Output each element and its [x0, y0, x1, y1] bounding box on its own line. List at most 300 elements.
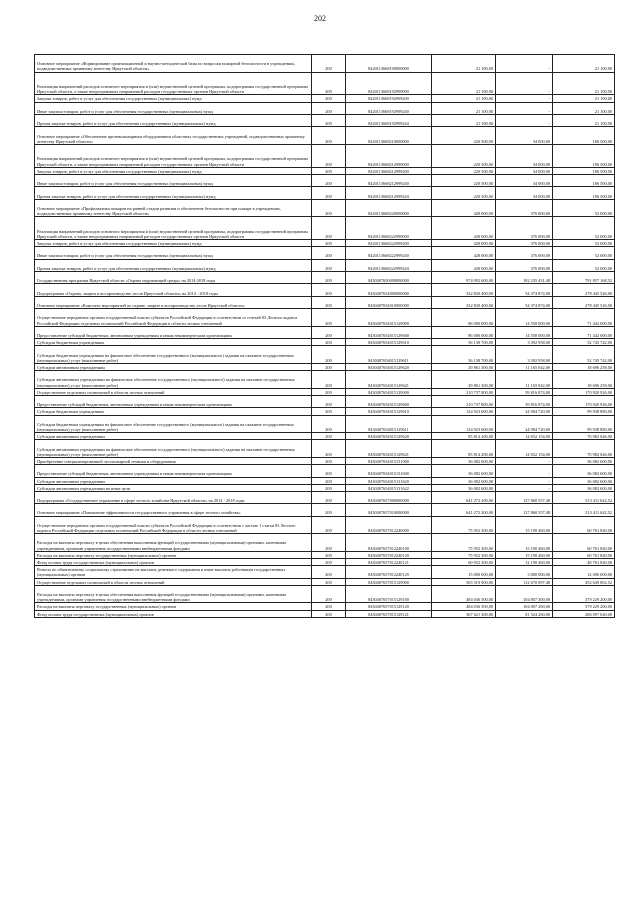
table-row [35, 167, 615, 174]
cell-item-name: Государственная программа Иркутской области «Охрана окружающей среды» на 2014-2018 годы [35, 272, 312, 284]
cell-amount-executed: 24 984 720,00 [496, 408, 553, 415]
cell-admin-code: 200 [312, 371, 346, 389]
cell-item-name: Субсидии автономным учреждениям [35, 364, 312, 371]
cell-amount-executed: 15 190 460,00 [496, 516, 553, 534]
cell-item-name: Реализация направлений расходов основного мероприятия и (или) ведомственной целевой программы, подпрограммы государственной программы Иркутской области, а также непрограммных направлений расходов государственных органов Иркутской области [35, 217, 312, 240]
table-row [35, 477, 615, 484]
table-row [35, 144, 615, 167]
cell-item-name: Основное мероприятие «Повышение эффективности государственного управления в сфере лесного хозяйства» [35, 504, 312, 516]
cell-amount-approved: 332 820 400,00 [432, 284, 496, 296]
cell-item-name: Субсидии автономным учреждениям на иные цели [35, 484, 312, 491]
cell-amount-executed: 376 000,00 [496, 240, 553, 247]
cell-amount-remaining: 99 938 880,00 [553, 415, 615, 433]
cell-amount-executed: - [496, 457, 553, 464]
cell-amount-remaining: 21 100,00 [553, 102, 615, 114]
cell-amount-remaining: 52 745 742,00 [553, 346, 615, 364]
cell-item-name: Осуществление переданных органам государственной власти субъектов Российской Федерации в соответствии с частью 1 статьи 83 Лесного кодекса Российской Федерации отдельных полномочий Российской Федерации в области лесных отношений [35, 516, 312, 534]
cell-amount-remaining: 52 000,00 [553, 217, 615, 240]
table-row [35, 388, 615, 395]
cell-amount-executed: 376 000,00 [496, 199, 553, 217]
table-row [35, 272, 615, 284]
cell-item-name: Иные закупки товаров, работ и услуг для обеспечения государственных (муниципальных) нужд [35, 247, 312, 259]
cell-amount-executed: 15 190 460,00 [496, 534, 553, 552]
cell-amount-executed: 3 392 958,00 [496, 339, 553, 346]
cell-amount-executed: - [496, 72, 553, 95]
cell-classification-code: 8430407657010000000 [346, 504, 432, 516]
cell-classification-code: 8430407654015129620 [346, 433, 432, 440]
cell-amount-approved: 124 923 600,00 [432, 408, 496, 415]
cell-admin-code: 200 [312, 174, 346, 186]
table-row [35, 174, 615, 186]
cell-amount-remaining: 186 500,00 [553, 174, 615, 186]
cell-admin-code: 200 [312, 55, 346, 73]
cell-amount-remaining: 60 761 840,00 [553, 534, 615, 552]
cell-amount-executed: 54 374 874,00 [496, 296, 553, 308]
cell-amount-executed: 3 000 000,00 [496, 566, 553, 578]
cell-classification-code: 8430407657012240120 [346, 551, 432, 558]
cell-amount-remaining: 286 097 040,00 [553, 610, 615, 617]
cell-admin-code: 200 [312, 440, 346, 458]
cell-amount-executed: 34 000,00 [496, 167, 553, 174]
cell-amount-remaining: 36 082 600,00 [553, 457, 615, 464]
cell-admin-code: 200 [312, 309, 346, 327]
cell-amount-executed: 11 165 042,00 [496, 364, 553, 371]
cell-amount-approved: 56 138 700,00 [432, 346, 496, 364]
cell-classification-code: 8430407654015129620 [346, 364, 432, 371]
table-row [35, 247, 615, 259]
table-row [35, 284, 615, 296]
cell-classification-code: 8430407654015131600 [346, 465, 432, 477]
cell-amount-executed: 3 392 958,00 [496, 346, 553, 364]
cell-classification-code: 8420113668192999000 [346, 72, 432, 95]
cell-amount-approved: 332 820 400,00 [432, 296, 496, 308]
table-row [35, 551, 615, 558]
table-row [35, 296, 615, 308]
cell-amount-executed: 376 000,00 [496, 217, 553, 240]
cell-amount-remaining: 379 229 200,00 [553, 603, 615, 610]
page-number: 202 [314, 14, 326, 23]
cell-admin-code: 200 [312, 610, 346, 617]
cell-item-name: Прочая закупка товаров, работ и услуг для обеспечения государственных (муниципальных) нужд [35, 187, 312, 199]
table-row [35, 72, 615, 95]
cell-admin-code: 200 [312, 187, 346, 199]
cell-classification-code: 8430407654015129000 [346, 309, 432, 327]
cell-amount-remaining: 170 920 926,00 [553, 388, 615, 395]
cell-admin-code: 200 [312, 167, 346, 174]
cell-amount-approved: 36 082 600,00 [432, 477, 496, 484]
cell-classification-code: 8420113668222999244 [346, 259, 432, 271]
table-row [35, 578, 615, 585]
table-row [35, 610, 615, 617]
cell-amount-approved: 21 100,00 [432, 114, 496, 126]
cell-classification-code: 8420113668222999000 [346, 217, 432, 240]
cell-admin-code: 200 [312, 326, 346, 338]
cell-admin-code: 200 [312, 534, 346, 552]
table-row [35, 199, 615, 217]
cell-amount-executed: 376 000,00 [496, 259, 553, 271]
cell-amount-approved: 974 092 600,00 [432, 272, 496, 284]
cell-amount-remaining: 18 696 258,00 [553, 364, 615, 371]
cell-item-name: Иные закупки товаров, работ и услуг для обеспечения государственных (муниципальных) нужд [35, 102, 312, 114]
cell-amount-executed: 81 524 260,00 [496, 610, 553, 617]
cell-amount-remaining: 71 442 000,00 [553, 309, 615, 327]
cell-classification-code: 8430407654015129610 [346, 339, 432, 346]
cell-admin-code: 200 [312, 272, 346, 284]
cell-admin-code: 200 [312, 72, 346, 95]
table-row [35, 504, 615, 516]
cell-item-name: Осуществление переданных органам государственной власти субъектов Российской Федерации в соответствии со статьей 83 Лесного кодекса Российской Федерации отдельных полномочий Российской Федерации в области лесных отношений [35, 309, 312, 327]
cell-amount-executed: - [496, 477, 553, 484]
cell-amount-remaining: 52 000,00 [553, 199, 615, 217]
cell-classification-code: 8420113668192999244 [346, 114, 432, 126]
cell-admin-code: 200 [312, 240, 346, 247]
cell-classification-code: 8430407654015131622 [346, 484, 432, 491]
cell-admin-code: 200 [312, 603, 346, 610]
table-row [35, 465, 615, 477]
cell-amount-remaining: 60 761 840,00 [553, 551, 615, 558]
cell-amount-executed: - [496, 114, 553, 126]
cell-item-name: Закупка товаров, работ и услуг для обеспечения государственных (муниципальных) нужд [35, 240, 312, 247]
cell-amount-remaining: 186 500,00 [553, 167, 615, 174]
cell-admin-code: 200 [312, 395, 346, 407]
cell-amount-approved: 220 500,00 [432, 187, 496, 199]
cell-amount-executed: 34 000,00 [496, 174, 553, 186]
cell-item-name: Прочая закупка товаров, работ и услуг для обеспечения государственных (муниципальных) нужд [35, 114, 312, 126]
cell-amount-executed: 14 832 154,00 [496, 440, 553, 458]
cell-amount-executed: 12 190 460,00 [496, 559, 553, 566]
table-row [35, 516, 615, 534]
cell-amount-remaining: 60 761 840,00 [553, 516, 615, 534]
cell-classification-code: 8430407657012240121 [346, 559, 432, 566]
cell-admin-code: 200 [312, 346, 346, 364]
table-row [35, 114, 615, 126]
cell-amount-approved: 21 100,00 [432, 72, 496, 95]
cell-item-name: Основное мероприятие «Профилактика пожаров на ранней стадии развития и обеспечение безопасности при пожаре в учреждениях, подведомственных архивному агентству Иркутской области» [35, 199, 312, 217]
cell-item-name: Основное мероприятие «Формирование организационной и научно-методической базы по вопросам пожарной безопасности в учреждениях, подведомственных архивному агентству Иркутской области» [35, 55, 312, 73]
cell-classification-code: 8420113668212999200 [346, 167, 432, 174]
cell-amount-approved: 75 952 300,00 [432, 516, 496, 534]
cell-item-name: Основное мероприятие «Обеспечение противопожарным оборудованием областных государственных учреждений, подведомственных архивному агентству Иркутской области» [35, 127, 312, 145]
cell-item-name: Расходы на выплаты персоналу государственных (муниципальных) органов [35, 551, 312, 558]
cell-amount-remaining: 52 745 742,00 [553, 339, 615, 346]
cell-amount-executed: 15 190 460,00 [496, 551, 553, 558]
cell-amount-approved: 75 952 300,00 [432, 551, 496, 558]
cell-amount-remaining: 452 649 802,52 [553, 578, 615, 585]
cell-amount-remaining: 71 442 000,00 [553, 326, 615, 338]
cell-admin-code: 200 [312, 415, 346, 433]
cell-amount-executed: 34 000,00 [496, 144, 553, 167]
cell-amount-approved: 210 737 800,00 [432, 388, 496, 395]
cell-amount-remaining: 186 500,00 [553, 144, 615, 167]
cell-amount-approved: 220 500,00 [432, 144, 496, 167]
cell-amount-executed: 54 374 874,00 [496, 284, 553, 296]
cell-classification-code: 8430407654015129610 [346, 408, 432, 415]
cell-item-name: Расходы на выплаты персоналу в целях обеспечения выполнения функций государственными (муниципальными) органами, казенными учреждениями, органами управления государственными внебюджетными фондами [35, 534, 312, 552]
cell-amount-approved: 220 500,00 [432, 127, 496, 145]
cell-admin-code: 200 [312, 457, 346, 464]
cell-item-name: Взносы по обязательному социальному страхованию на выплаты денежного содержания и иные выплаты работникам государственных (муниципальных) органов [35, 566, 312, 578]
cell-item-name: Реализация направлений расходов основного мероприятия и (или) ведомственной целевой программы, подпрограммы государственной программы Иркутской области, а также непрограммных направлений расходов государственных органов Иркутской области [35, 144, 312, 167]
cell-admin-code: 200 [312, 408, 346, 415]
cell-item-name: Субсидии автономным учреждениям на финансовое обеспечение государственного (муниципального) задания на оказание государственных (муниципальных) услуг (выполнение работ) [35, 440, 312, 458]
cell-amount-approved: 36 082 600,00 [432, 457, 496, 464]
cell-classification-code: 8430407654015129600 [346, 326, 432, 338]
cell-amount-remaining: 278 445 526,00 [553, 284, 615, 296]
cell-admin-code: 200 [312, 284, 346, 296]
cell-amount-remaining: 379 229 200,00 [553, 585, 615, 603]
cell-admin-code: 200 [312, 585, 346, 603]
table-row [35, 309, 615, 327]
cell-admin-code: 200 [312, 217, 346, 240]
cell-classification-code: 8430407654000000000 [346, 284, 432, 296]
cell-amount-approved: 29 861 300,00 [432, 371, 496, 389]
table-row [35, 364, 615, 371]
cell-amount-remaining: 21 100,00 [553, 72, 615, 95]
cell-amount-remaining: 70 982 046,00 [553, 440, 615, 458]
cell-amount-approved: 86 000 000,00 [432, 326, 496, 338]
cell-classification-code: 8420113668192999200 [346, 95, 432, 102]
cell-amount-executed: 14 558 000,00 [496, 326, 553, 338]
cell-amount-remaining: 170 920 926,00 [553, 395, 615, 407]
cell-amount-remaining: 52 000,00 [553, 259, 615, 271]
cell-amount-executed: - [496, 484, 553, 491]
cell-classification-code: 8430407654015129611 [346, 415, 432, 433]
table-row [35, 339, 615, 346]
cell-admin-code: 200 [312, 114, 346, 126]
cell-amount-remaining: 12 000 000,00 [553, 566, 615, 578]
cell-classification-code: 8430407657015129121 [346, 610, 432, 617]
cell-amount-approved: 21 100,00 [432, 95, 496, 102]
cell-amount-approved: 220 500,00 [432, 167, 496, 174]
cell-amount-executed: 24 984 720,00 [496, 415, 553, 433]
cell-classification-code: 8430407654015129611 [346, 346, 432, 364]
cell-amount-approved: 210 737 800,00 [432, 395, 496, 407]
table-row [35, 395, 615, 407]
cell-item-name: Предоставление субсидий бюджетным, автономным учреждениям и иным некоммерческим организациям [35, 395, 312, 407]
cell-classification-code: 8430407654015131620 [346, 477, 432, 484]
cell-admin-code: 200 [312, 259, 346, 271]
table-row [35, 371, 615, 389]
cell-amount-executed: - [496, 465, 553, 477]
cell-classification-code: 8430407650000000000 [346, 272, 432, 284]
cell-amount-remaining: 21 100,00 [553, 114, 615, 126]
cell-admin-code: 200 [312, 559, 346, 566]
cell-amount-remaining: 18 696 258,00 [553, 371, 615, 389]
cell-amount-approved: 29 861 300,00 [432, 364, 496, 371]
cell-item-name: Предоставление субсидий бюджетным, автономным учреждениям и иным некоммерческим организациям [35, 326, 312, 338]
cell-admin-code: 200 [312, 551, 346, 558]
cell-admin-code: 200 [312, 144, 346, 167]
cell-amount-executed: - [496, 55, 553, 73]
cell-amount-approved: 641 272 200,00 [432, 491, 496, 503]
cell-item-name: Субсидии автономным учреждениям [35, 433, 312, 440]
cell-classification-code: 8420113668190000000 [346, 55, 432, 73]
cell-amount-approved: 641 272 200,00 [432, 504, 496, 516]
cell-amount-executed: - [496, 102, 553, 114]
cell-amount-executed: 182 235 431,48 [496, 272, 553, 284]
cell-amount-approved: 60 952 300,00 [432, 559, 496, 566]
cell-classification-code: 8430407654015129600 [346, 395, 432, 407]
cell-admin-code: 200 [312, 484, 346, 491]
cell-classification-code: 8430407654015129621 [346, 371, 432, 389]
table-row [35, 559, 615, 566]
cell-classification-code: 8430407657012240129 [346, 566, 432, 578]
cell-amount-approved: 85 814 200,00 [432, 433, 496, 440]
cell-admin-code: 200 [312, 388, 346, 395]
cell-amount-remaining: 48 761 840,00 [553, 559, 615, 566]
cell-amount-remaining: 791 857 168,52 [553, 272, 615, 284]
cell-amount-remaining: 21 100,00 [553, 95, 615, 102]
cell-admin-code: 200 [312, 199, 346, 217]
cell-amount-remaining: 186 500,00 [553, 187, 615, 199]
budget-table-body [35, 55, 615, 618]
cell-amount-executed: 104 807 300,00 [496, 585, 553, 603]
cell-amount-executed: 39 816 874,00 [496, 388, 553, 395]
cell-classification-code: 8420113668212999240 [346, 174, 432, 186]
cell-amount-approved: 428 000,00 [432, 217, 496, 240]
table-row [35, 217, 615, 240]
cell-admin-code: 200 [312, 578, 346, 585]
cell-classification-code: 8420113668222999200 [346, 240, 432, 247]
table-row [35, 440, 615, 458]
cell-admin-code: 200 [312, 566, 346, 578]
table-row [35, 259, 615, 271]
table-row [35, 326, 615, 338]
cell-amount-remaining: 513 411 642,52 [553, 504, 615, 516]
cell-item-name: Иные закупки товаров, работ и услуг для обеспечения государственных (муниципальных) нужд [35, 174, 312, 186]
cell-item-name: Основное мероприятие «Комплекс мероприятий по охране, защите и воспроизводству лесов Иркутской области» [35, 296, 312, 308]
cell-classification-code: 8420113668192999240 [346, 102, 432, 114]
cell-classification-code: 8420113668220000000 [346, 199, 432, 217]
cell-item-name: Приобретение специализированной лесопожарной техники и оборудования [35, 457, 312, 464]
table-row [35, 491, 615, 503]
cell-amount-remaining: 52 000,00 [553, 240, 615, 247]
cell-item-name: Предоставление субсидий бюджетным, автономным учреждениям и иным некоммерческим организациям [35, 465, 312, 477]
cell-amount-approved: 428 000,00 [432, 259, 496, 271]
cell-classification-code: 8430407657015129000 [346, 578, 432, 585]
cell-amount-executed: 39 816 874,00 [496, 395, 553, 407]
cell-amount-executed: 14 832 154,00 [496, 433, 553, 440]
cell-amount-approved: 56 138 700,00 [432, 339, 496, 346]
cell-amount-approved: 484 036 500,00 [432, 603, 496, 610]
cell-item-name: Прочая закупка товаров, работ и услуг для обеспечения государственных (муниципальных) нужд [35, 259, 312, 271]
cell-amount-executed: 127 860 557,48 [496, 504, 553, 516]
cell-amount-remaining: 513 411 642,52 [553, 491, 615, 503]
cell-amount-approved: 220 500,00 [432, 174, 496, 186]
table-row [35, 55, 615, 73]
cell-classification-code: 8430407657012240100 [346, 534, 432, 552]
cell-amount-approved: 124 923 600,00 [432, 415, 496, 433]
cell-item-name: Расходы на выплаты персоналу государственных (муниципальных) органов [35, 603, 312, 610]
cell-admin-code: 200 [312, 364, 346, 371]
cell-item-name: Осуществление отдельных полномочий в области лесных отношений [35, 578, 312, 585]
cell-admin-code: 200 [312, 491, 346, 503]
cell-amount-executed: 14 558 000,00 [496, 309, 553, 327]
cell-amount-executed: 104 807 300,00 [496, 603, 553, 610]
cell-amount-approved: 428 000,00 [432, 199, 496, 217]
cell-item-name: Подпрограмма «Охрана, защита и воспроизводство лесов Иркутской области» на 2014 - 2018 годы [35, 284, 312, 296]
cell-item-name: Подпрограмма «Государственное управление в сфере лесного хозяйства Иркутской области» на 2014 - 2018 годы [35, 491, 312, 503]
cell-amount-approved: 36 082 600,00 [432, 465, 496, 477]
cell-classification-code: 8430407657000000000 [346, 491, 432, 503]
table-row [35, 95, 615, 102]
cell-amount-remaining: 52 000,00 [553, 247, 615, 259]
cell-classification-code: 8430407654015129000 [346, 388, 432, 395]
cell-amount-approved: 15 000 000,00 [432, 566, 496, 578]
table-row [35, 457, 615, 464]
cell-classification-code: 8430407657015129100 [346, 585, 432, 603]
cell-item-name: Закупка товаров, работ и услуг для обеспечения государственных (муниципальных) нужд [35, 95, 312, 102]
table-row [35, 484, 615, 491]
cell-item-name: Фонд оплаты труда государственных (муниципальных) органов [35, 610, 312, 617]
cell-amount-remaining: 36 082 600,00 [553, 477, 615, 484]
cell-amount-approved: 21 100,00 [432, 55, 496, 73]
budget-table [34, 54, 615, 618]
cell-classification-code: 8430407657012240000 [346, 516, 432, 534]
cell-classification-code: 8430407657015129120 [346, 603, 432, 610]
cell-classification-code: 8420113668210000000 [346, 127, 432, 145]
table-row [35, 585, 615, 603]
cell-admin-code: 200 [312, 102, 346, 114]
cell-classification-code: 8420113668212999244 [346, 187, 432, 199]
cell-classification-code: 8420113668212999000 [346, 144, 432, 167]
cell-amount-approved: 36 082 600,00 [432, 484, 496, 491]
cell-amount-executed: 112 670 097,48 [496, 578, 553, 585]
cell-amount-remaining: 186 500,00 [553, 127, 615, 145]
cell-admin-code: 200 [312, 247, 346, 259]
cell-admin-code: 200 [312, 477, 346, 484]
cell-classification-code: 8420113668222999240 [346, 247, 432, 259]
cell-classification-code: 8430407654015129621 [346, 440, 432, 458]
cell-admin-code: 200 [312, 339, 346, 346]
cell-amount-remaining: 70 982 046,00 [553, 433, 615, 440]
cell-item-name: Субсидии автономным учреждениям [35, 477, 312, 484]
cell-item-name: Субсидии бюджетным учреждениям [35, 408, 312, 415]
cell-classification-code: 8430407654010000000 [346, 296, 432, 308]
table-row [35, 566, 615, 578]
cell-amount-approved: 21 100,00 [432, 102, 496, 114]
cell-amount-approved: 367 621 300,00 [432, 610, 496, 617]
cell-amount-approved: 428 000,00 [432, 240, 496, 247]
cell-admin-code: 200 [312, 465, 346, 477]
cell-amount-executed: 11 165 042,00 [496, 371, 553, 389]
cell-amount-approved: 484 036 500,00 [432, 585, 496, 603]
table-row [35, 346, 615, 364]
cell-item-name: Закупка товаров, работ и услуг для обеспечения государственных (муниципальных) нужд [35, 167, 312, 174]
table-row [35, 415, 615, 433]
table-row [35, 187, 615, 199]
table-row [35, 433, 615, 440]
cell-admin-code: 200 [312, 504, 346, 516]
cell-classification-code: 8430407654015131000 [346, 457, 432, 464]
cell-admin-code: 200 [312, 433, 346, 440]
cell-item-name: Реализация направлений расходов основного мероприятия и (или) ведомственной целевой программы, подпрограммы государственной программы Иркутской области, а также непрограммных направлений расходов государственных органов Иркутской области [35, 72, 312, 95]
cell-amount-remaining: 99 938 880,00 [553, 408, 615, 415]
cell-amount-remaining: 36 082 600,00 [553, 484, 615, 491]
cell-amount-remaining: 21 100,00 [553, 55, 615, 73]
cell-admin-code: 200 [312, 127, 346, 145]
table-row [35, 603, 615, 610]
cell-item-name: Субсидии бюджетным учреждениям на финансовое обеспечение государственного (муниципального) задания на оказание государственных (муниципальных) услуг (выполнение работ) [35, 346, 312, 364]
table-row [35, 534, 615, 552]
cell-item-name: Фонд оплаты труда государственных (муниципальных) органов [35, 559, 312, 566]
cell-amount-executed: - [496, 95, 553, 102]
cell-item-name: Субсидии бюджетным учреждениям на финансовое обеспечение государственного (муниципального) задания на оказание государственных (муниципальных) услуг (выполнение работ) [35, 415, 312, 433]
cell-amount-remaining: 278 445 526,00 [553, 296, 615, 308]
cell-amount-approved: 428 000,00 [432, 247, 496, 259]
cell-item-name: Осуществление отдельных полномочий в области лесных отношений [35, 388, 312, 395]
cell-item-name: Субсидии бюджетным учреждениям [35, 339, 312, 346]
